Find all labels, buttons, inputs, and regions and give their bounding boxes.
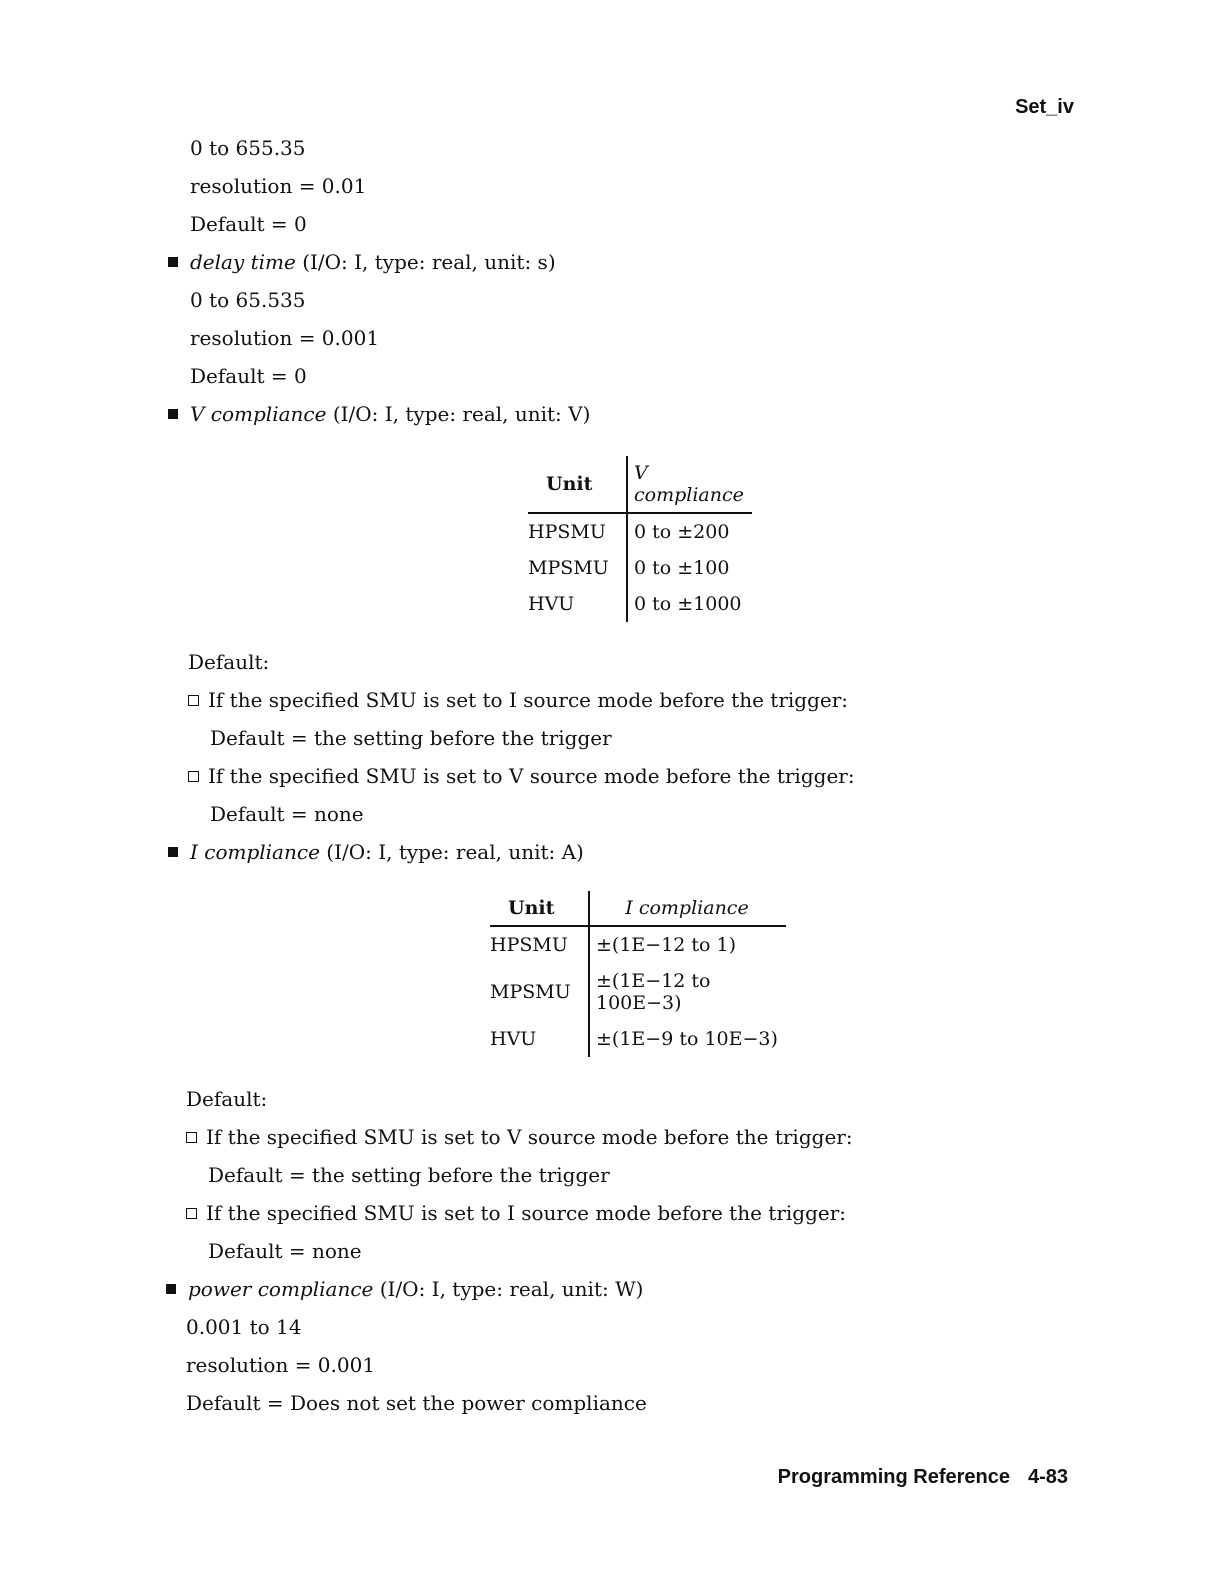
bullet-icon [168,847,178,857]
param-spec: (I/O: I, type: real, unit: W) [379,1277,644,1301]
table-cell-value: 0 to ±200 [627,513,752,550]
table-header-row [490,891,786,926]
table-row [490,926,786,963]
i-compliance-param [168,840,584,864]
table-cell-unit: HVU [528,593,575,615]
table-header-unit: Unit [528,456,627,513]
default-text: Default = 0 [190,212,307,236]
table-cell-unit: HPSMU [528,521,606,543]
param-spec: (I/O: I, type: real, unit: A) [326,840,584,864]
param-name: power compliance [188,1277,374,1301]
condition-default: Default = the setting before the trigger [208,1163,610,1187]
i-compliance-table [490,891,786,1057]
page-number: 4-83 [1027,1466,1068,1488]
param-spec: (I/O: I, type: real, unit: V) [332,402,591,426]
default-label: Default: [186,1087,268,1111]
range-text: 0.001 to 14 [186,1315,302,1339]
condition-text: If the specified SMU is set to V source mode before the trigger: [208,764,855,788]
bullet-icon [166,1284,176,1294]
page-header: Set_iv [1015,96,1074,118]
table-header-compliance: V compliance [627,456,752,513]
condition-text: If the specified SMU is set to I source mode before the trigger: [206,1201,847,1225]
table-row [528,586,752,622]
checkbox-square-icon [188,771,199,782]
condition-item [186,1201,846,1225]
page-footer [778,1466,1068,1489]
table-row [528,550,752,586]
checkbox-square-icon [186,1132,197,1143]
param-name: delay time [190,250,296,274]
table-cell-value: ±(1E−12 to 1) [589,926,786,963]
default-text: Default = Does not set the power compliance [186,1391,647,1415]
condition-text: If the specified SMU is set to V source mode before the trigger: [206,1125,853,1149]
v-compliance-table [528,456,752,622]
v-compliance-param [168,402,590,426]
table-row [490,963,786,1021]
range-text: 0 to 65.535 [190,288,306,312]
table-header-unit: Unit [490,891,589,926]
resolution-text: resolution = 0.001 [190,326,380,350]
default-text: Default = 0 [190,364,307,388]
resolution-text: resolution = 0.01 [190,174,367,198]
range-text: 0 to 655.35 [190,136,306,160]
table-cell-value: ±(1E−12 to 100E−3) [589,963,786,1021]
table-cell-value: 0 to ±1000 [627,586,752,622]
table-cell-unit: HPSMU [490,934,568,956]
condition-item [188,764,855,788]
table-cell-unit: MPSMU [528,557,609,579]
table-cell-value: ±(1E−9 to 10E−3) [589,1021,786,1057]
delay-time-param [168,250,556,274]
param-name: I compliance [190,840,320,864]
power-compliance-param [166,1277,643,1301]
condition-item [186,1125,853,1149]
table-cell-unit: MPSMU [490,981,571,1003]
param-name: V compliance [190,402,327,426]
param-spec: (I/O: I, type: real, unit: s) [302,250,556,274]
table-cell-value: 0 to ±100 [627,550,752,586]
checkbox-square-icon [186,1208,197,1219]
default-label: Default: [188,650,270,674]
condition-default: Default = the setting before the trigger [210,726,612,750]
table-header-compliance: I compliance [589,891,786,926]
condition-text: If the specified SMU is set to I source mode before the trigger: [208,688,849,712]
resolution-text: resolution = 0.001 [186,1353,376,1377]
bullet-icon [168,409,178,419]
table-header-row [528,456,752,513]
condition-default: Default = none [208,1239,362,1263]
checkbox-square-icon [188,695,199,706]
table-row [490,1021,786,1057]
footer-section: Programming Reference [777,1466,1010,1488]
bullet-icon [168,257,178,267]
condition-item [188,688,848,712]
table-cell-unit: HVU [490,1028,537,1050]
table-row [528,513,752,550]
condition-default: Default = none [210,802,364,826]
